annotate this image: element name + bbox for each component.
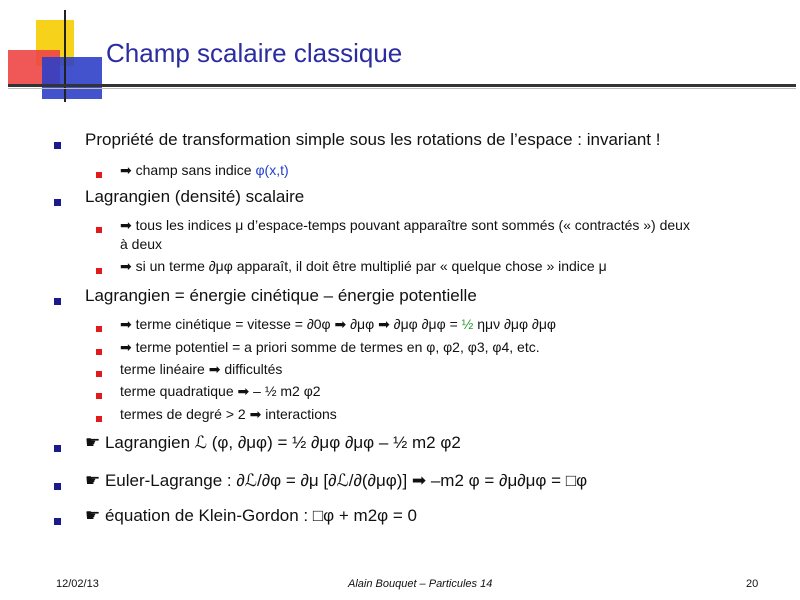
sub-bullet-icon — [96, 172, 102, 178]
sub-bullet-item: terme quadratique ➡ – ½ m2 φ2 — [120, 383, 321, 399]
sub-bullet-icon — [96, 416, 102, 422]
decor-blue-square — [42, 57, 102, 99]
bullet-item: ☛ équation de Klein-Gordon : □φ + m2φ = 0 — [85, 506, 418, 525]
bullet-item: ☛ Euler-Lagrange : ∂ℒ/∂φ = ∂μ [∂ℒ/∂(∂μφ)] ➡ –m2 φ = ∂μ∂μφ = □φ — [85, 471, 588, 490]
bullet-icon — [54, 445, 61, 452]
green-half: ½ — [461, 316, 474, 332]
sub-bullet-item: ➡ champ sans indice φ(x,t) — [120, 162, 289, 178]
highlight-phi: φ(x,t) — [255, 162, 289, 178]
footer-author: Alain Bouquet – Particules 14 — [348, 578, 493, 590]
sub-bullet-item: ➡ terme potentiel = a priori somme de termes en φ, φ2, φ3, φ4, etc. — [120, 339, 540, 355]
bullet-icon — [54, 298, 61, 305]
sub-bullet-continuation: à deux — [120, 236, 163, 252]
footer-page-number: 20 — [746, 578, 759, 590]
bullet-item: ☛ Lagrangien ℒ (φ, ∂μφ) = ½ ∂μφ ∂μφ – ½ m2 φ2 — [85, 433, 461, 452]
slide-title: Champ scalaire classique — [106, 38, 403, 68]
bullet-icon — [54, 483, 61, 490]
sub-bullet-icon — [96, 268, 102, 274]
title-underline — [8, 84, 796, 87]
sub-bullet-icon — [96, 349, 102, 355]
bullet-item: Propriété de transformation simple sous les rotations de l’espace : invariant ! — [85, 130, 661, 149]
sub-bullet-icon — [96, 393, 102, 399]
bullet-icon — [54, 199, 61, 206]
bullet-item: Lagrangien = énergie cinétique – énergie potentielle — [85, 286, 477, 305]
sub-bullet-icon — [96, 371, 102, 377]
bullet-icon — [54, 518, 61, 525]
sub-bullet-item: ➡ terme cinétique = vitesse = ∂0φ ➡ ∂μφ ➡ ∂μφ ∂μφ = ½ ημν ∂μφ ∂μφ — [120, 316, 556, 332]
sub-bullet-item: termes de degré > 2 ➡ interactions — [120, 406, 337, 422]
sub-bullet-item: ➡ tous les indices μ d’espace-temps pouvant apparaître sont sommés (« contractés ») deux — [120, 217, 690, 233]
sub-bullet-item: ➡ si un terme ∂μφ apparaît, il doit être multiplié par « quelque chose » indice μ — [120, 258, 607, 274]
bullet-item: Lagrangien (densité) scalaire — [85, 187, 305, 206]
footer-date: 12/02/13 — [56, 578, 99, 590]
sub-bullet-item: terme linéaire ➡ difficultés — [120, 361, 283, 377]
sub-bullet-icon — [96, 326, 102, 332]
bullet-icon — [54, 142, 61, 149]
title-underline-shadow — [8, 88, 796, 89]
sub-bullet-icon — [96, 227, 102, 233]
